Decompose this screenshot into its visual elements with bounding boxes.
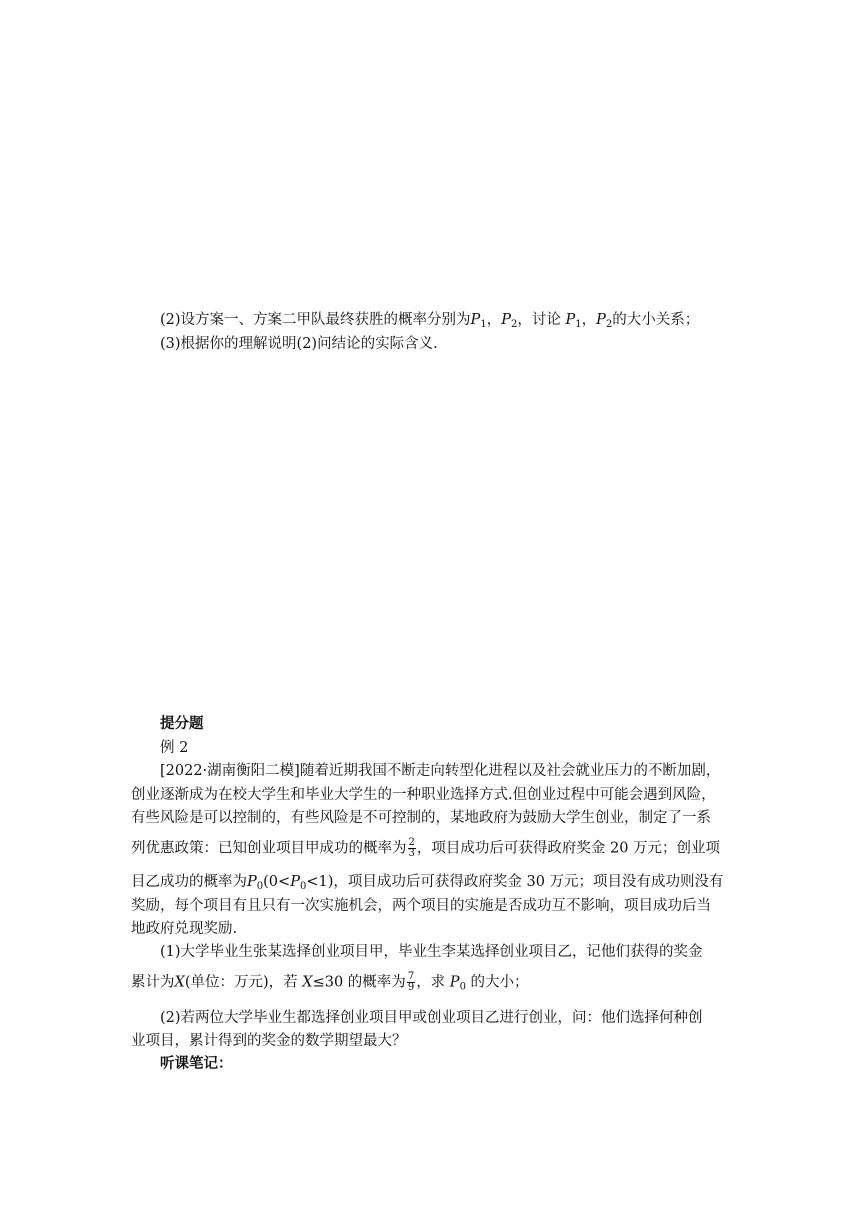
paragraph-line: 列优惠政策：已知创业项目甲成功的概率为 $\frac{2}{3}$ ，项目成功后可获得政府奖金 20 万元；创业项 (131, 837, 721, 859)
sub-question-1: (1)大学毕业生张某选择创业项目甲，毕业生李某选择创业项目乙，记他们获得的奖金 (160, 944, 703, 960)
sub-question-1-line-2: 累计为X(单位：万元)，若 X≤30 的概率为 $\frac{7}{9}$ ，求 $P_0$ 的大小； (131, 971, 529, 993)
sub-question-2-line-2: 业项目，累计得到的奖金的数学期望最大？ (131, 1033, 407, 1049)
paragraph-line: 有些风险是可以控制的，有些风险是不可控制的，某地政府为鼓励大学生创业，制定了一系 (131, 810, 711, 826)
question-part-3: (3)根据你的理解说明(2)问结论的实际含义. (160, 336, 438, 352)
fraction: $\frac{7}{9}$ (407, 971, 415, 993)
paragraph-line: [2022·湖南衡阳二模]随着近期我国不断走向转型化进程以及社会就业压力的不断加剧， (160, 763, 721, 779)
paragraph-line: 创业逐渐成为在校大学生和毕业大学生的一种职业选择方式.但创业过程中可能会遇到风险， (131, 787, 716, 803)
question-part-2: (2)设方案一、方案二甲队最终获胜的概率分别为$P_1$，$P_2$，讨论 $P_1$，$P_2$的大小关系； (160, 312, 700, 330)
paragraph-line: 奖励，每个项目有且只有一次实施机会，两个项目的实施是否成功互不影响，项目成功后当 (131, 898, 711, 914)
paragraph-line: 目乙成功的概率为$P_0(0<P_0<1)$，项目成功后可获得政府奖金 30 万元；项目没有成功则没有 (131, 874, 724, 892)
fraction: $\frac{2}{3}$ (408, 837, 415, 859)
paragraph-line: 地政府兑现奖励. (131, 921, 238, 937)
notes-label: 听课笔记： (160, 1055, 233, 1072)
sub-question-2: (2)若两位大学毕业生都选择创业项目甲或创业项目乙进行创业，问：他们选择何种创 (160, 1010, 703, 1026)
section-title: 提分题 (160, 715, 204, 732)
example-label: 例 2 (160, 740, 189, 756)
